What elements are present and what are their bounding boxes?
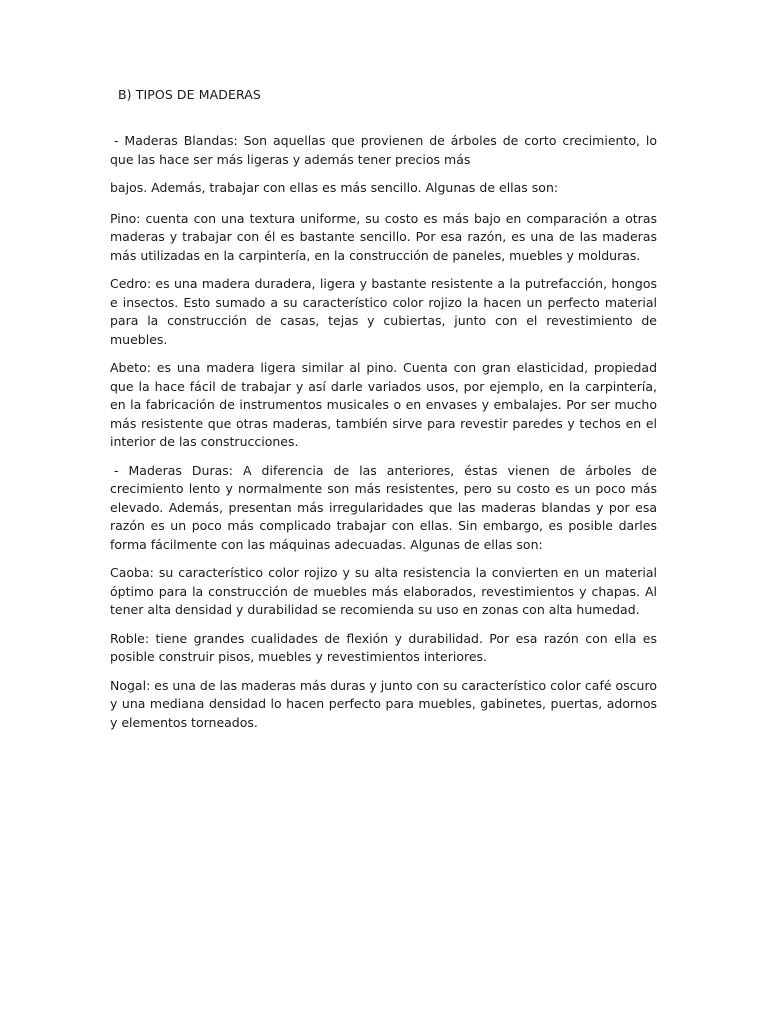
paragraph-blandas-continuation: bajos. Además, trabajar con ellas es más sencillo. Algunas de ellas son: [110,180,559,195]
paragraph-roble: Roble: tiene grandes cualidades de flexión y durabilidad. Por esa razón con ella es posible construir pisos, muebles y revestimientos interiores. [110,630,657,664]
paragraph-cedro: Cedro: es una madera duradera, ligera y bastante resistente a la putrefacción, hongos e insectos. Esto sumado a su característico color rojizo la hacen un perfecto material para la construcción de casas, tejas y cubiertas, junto con el revestimiento de muebles. [110,276,657,347]
paragraph-maderas-duras: - Maderas Duras: A diferencia de las anteriores, éstas vienen de árboles de crecimiento lento y normalmente son más resistentes, pero su costo es un poco más elevado. Además, presentan más irregularidades que las maderas blandas y por esa razón es un poco más complicado trabajar con ellas. Sin embargo, es posible darles forma fácilmente con las máquinas adecuadas. Algunas de ellas son: [110,462,657,552]
paragraph-abeto: Abeto: es una madera ligera similar al pino. Cuenta con gran elasticidad, propiedad que la hace fácil de trabajar y así darle variados usos, por ejemplo, en la carpintería, en la fabricación de instrumentos musicales o en envases y embalajes. Por ser mucho más resistente que otras maderas, también sirve para revestir paredes y techos en el interior de las construcciones. [110,360,657,449]
paragraph-caoba: Caoba: su característico color rojizo y su alta resistencia la convierten en un material óptimo para la construcción de muebles más elaborados, revestimientos y chapas. Al tener alta densidad y durabilidad se recomienda su uso en zonas con alta humedad. [110,565,657,617]
paragraph-pino: Pino: cuenta con una textura uniforme, su costo es más bajo en comparación a otras maderas y trabajar con él es bastante sencillo. Por esa razón, es una de las maderas más utilizadas en la carpintería, en la construcción de paneles, muebles y molduras. [110,210,657,263]
document-body [110,86,657,742]
paragraph-nogal: Nogal: es una de las maderas más duras y junto con su característico color café oscuro y una mediana densidad lo hacen perfecto para muebles, gabinetes, puertas, adornos y elementos torneados. [110,677,657,730]
paragraph-maderas-blandas: - Maderas Blandas: Son aquellas que provienen de árboles de corto crecimiento, lo que las hace ser más ligeras y además tener precios más [110,133,657,167]
section-heading: B) TIPOS DE MADERAS [118,87,261,102]
